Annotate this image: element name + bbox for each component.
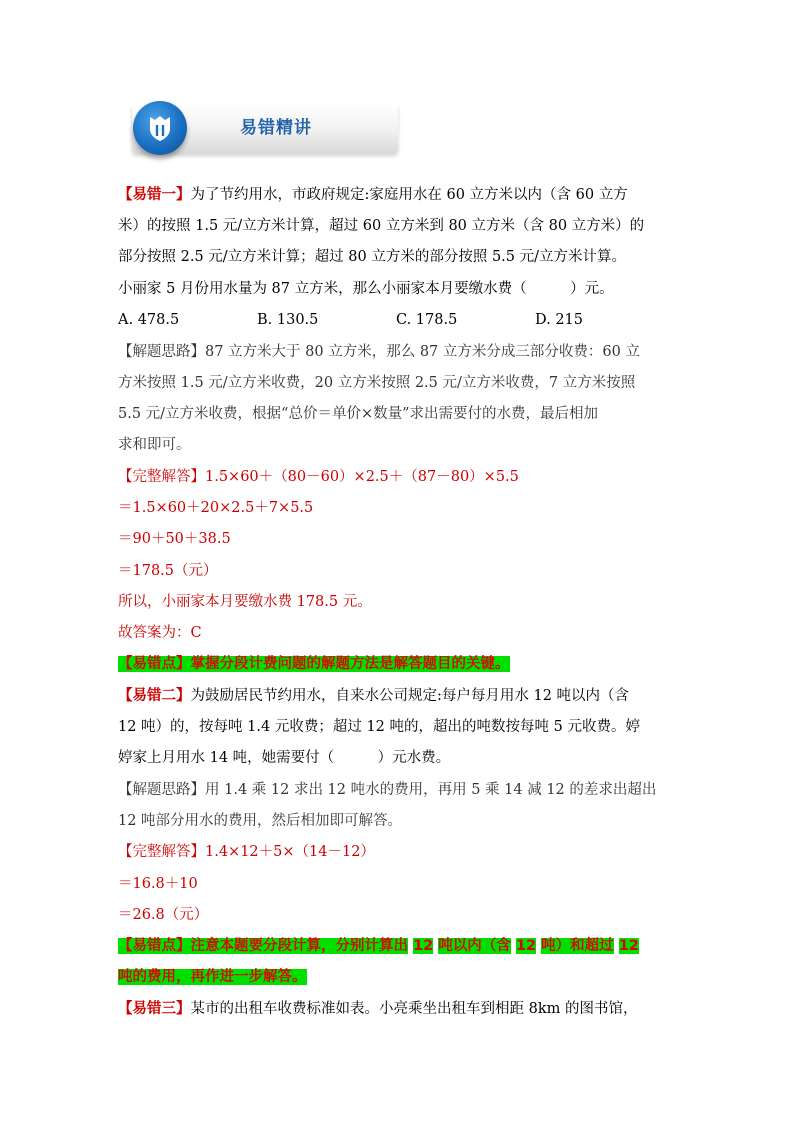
problem2-line1: 【易错二】为鼓励居民节约用水，自来水公司规定:每户每月用水 12 吨以内（含 [118,687,630,704]
problem2-label: 【易错二】 [118,687,191,704]
problem2-note-line1: 【易错点】注意本题要分段计算，分别计算出 12 吨以内（含 12 吨）和超过 12 [118,938,639,954]
problem1-answer-line4: ＝178.5（元） [118,563,218,579]
option-d: D. 215 [535,312,584,328]
problem3-label: 【易错三】 [118,1000,191,1017]
problem2-answer-line3: ＝26.8（元） [118,907,209,923]
problem1-idea-line4: 求和即可。 [118,437,191,453]
problem1-options [118,310,583,330]
problem1-answer-line3: ＝90＋50＋38.5 [118,531,231,547]
option-a: A. 478.5 [118,312,180,328]
problem2-line3: 婷家上月用水 14 吨，她需要付（ ）元水费。 [118,750,451,766]
problem1-idea-line3: 5.5 元/立方米收费，根据“总价＝单价×数量”求出需要付的水费，最后相加 [118,406,599,422]
idea-label: 【解题思路】 [118,782,205,798]
problem2-answer-line1: 【完整解答】1.4×12＋5×（14－12） [118,844,375,860]
option-b: B. 130.5 [257,312,319,328]
idea-label: 【解题思路】 [118,344,205,360]
problem2-idea-line1: 【解题思路】用 1.4 乘 12 求出 12 吨水的费用，再用 5 乘 14 减 12 的差求出超出 [118,782,657,798]
answer-label: 【完整解答】 [118,844,205,860]
problem1-answer-line1: 【完整解答】1.5×60＋（80－60）×2.5＋（87－80）×5.5 [118,469,519,485]
option-c: C. 178.5 [396,312,458,328]
problem1-answer-line6: 故答案为：C [118,625,202,641]
problem2-idea-line2: 12 吨部分用水的费用，然后相加即可解答。 [118,813,403,829]
section-title: 易错精讲 [240,118,312,138]
problem1-answer-line2: ＝1.5×60＋20×2.5＋7×5.5 [118,500,314,516]
problem1-note: 【易错点】掌握分段计费问题的解题方法是解答题目的关键。 [118,656,510,672]
problem1-idea-line2: 方米按照 1.5 元/立方米收费，20 立方米按照 2.5 元/立方米收费，7 立方米按照 [118,375,636,391]
problem1-line1: 【易错一】为了节约用水，市政府规定:家庭用水在 60 立方米以内（含 60 立方 [118,186,628,203]
problem2-answer-line2: ＝16.8＋10 [118,876,198,892]
problem1-label: 【易错一】 [118,186,191,203]
problem2-line2: 12 吨）的，按每吨 1.4 元收费；超过 12 吨的，超出的吨数按每吨 5 元收费。婷 [118,719,640,735]
problem1-line2: 米）的按照 1.5 元/立方米计算，超过 60 立方米到 80 立方米（含 80 立方米）的 [118,218,645,234]
problem3-line1: 【易错三】某市的出租车收费标准如表。小亮乘坐出租车到相距 8km 的图书馆， [118,1000,638,1017]
problem1-line4: 小丽家 5 月份用水量为 87 立方米，那么小丽家本月要缴水费（ ）元。 [118,281,614,297]
answer-label: 【完整解答】 [118,469,205,485]
problem1-line3: 部分按照 2.5 元/立方米计算；超过 80 立方米的部分按照 5.5 元/立方米计算。 [118,249,626,265]
problem1-answer-line5: 所以，小丽家本月要缴水费 178.5 元。 [118,594,372,610]
shield-icon [148,114,172,142]
problem2-note-line2: 吨的费用，再作进一步解答。 [118,969,307,985]
section-badge [133,101,187,155]
problem1-idea-line1: 【解题思路】87 立方米大于 80 立方米，那么 87 立方米分成三部分收费：60 立 [118,344,640,360]
